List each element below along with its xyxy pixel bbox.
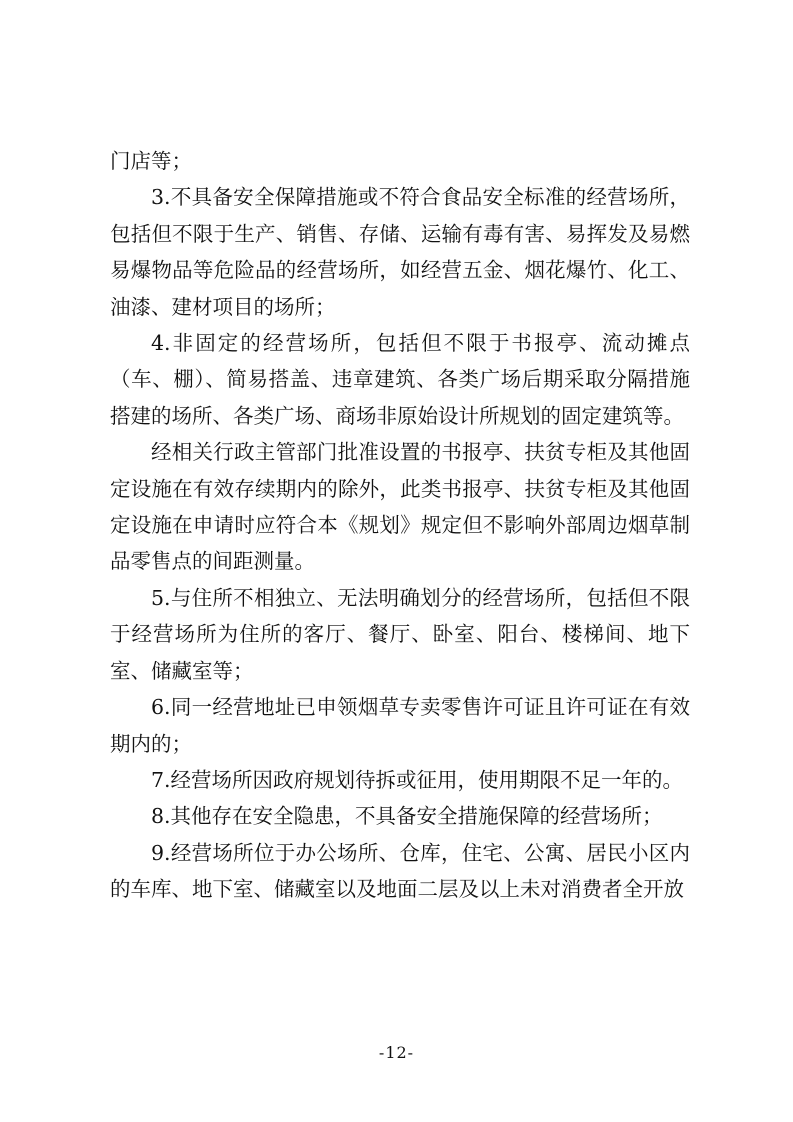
paragraph-item-6: 6.同一经营地址已申领烟草专卖零售许可证且许可证在有效期内的； [110, 695, 690, 756]
paragraph-exception: 经相关行政主管部门批准设置的书报亭、扶贫专柜及其他固定设施在有效存续期内的除外，此类书报亭、扶贫专柜及其他固定设施在申请时应符合本《规划》规定但不影响外部周边烟草制品零售点的间距测量。 [110, 440, 690, 574]
body-text [110, 143, 690, 908]
paragraph-item-8: 8.其他存在安全隐患，不具备安全措施保障的经营场所； [151, 804, 663, 829]
paragraph-item-3: 3.不具备安全保障措施或不符合食品安全标准的经营场所，包括但不限于生产、销售、存储、运输有毒有害、易挥发及易燃易爆物品等危险品的经营场所，如经营五金、烟花爆竹、化工、油漆、建材项目的场所； [110, 185, 690, 319]
paragraph-item-4: 4.非固定的经营场所，包括但不限于书报亭、流动摊点（车、棚）、简易搭盖、违章建筑、各类广场后期采取分隔措施搭建的场所、各类广场、商场非原始设计所规划的固定建筑等。 [110, 331, 690, 428]
page-number: -12- [378, 1043, 415, 1062]
paragraph-continuation: 门店等； [110, 149, 192, 173]
paragraph-item-5: 5.与住所不相独立、无法明确划分的经营场所，包括但不限于经营场所为住所的客厅、餐厅、卧室、阳台、楼梯间、地下室、储藏室等； [110, 585, 690, 683]
paragraph-item-7: 7.经营场所因政府规划待拆或征用，使用期限不足一年的。 [151, 767, 684, 792]
paragraph-item-9: 9.经营场所位于办公场所、仓库，住宅、公寓、居民小区内的车库、地下室、储藏室以及地面二层及以上未对消费者全开放 [110, 840, 690, 902]
